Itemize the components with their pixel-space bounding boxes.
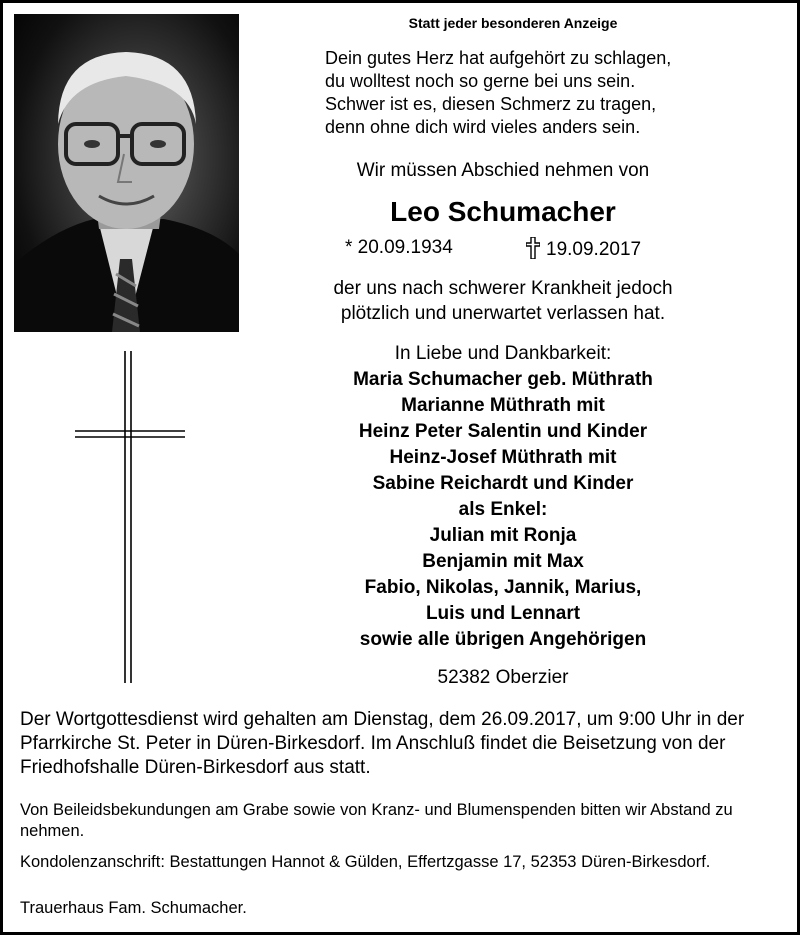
deceased-name: Leo Schumacher [390, 196, 616, 227]
birth-date: * 20.09.1934 [345, 237, 453, 258]
header-text: Statt jeder besonderen Anzeige [408, 15, 618, 31]
mourner-line: Julian mit Ronja [429, 525, 577, 546]
mourner-line: als Enkel: [458, 499, 548, 520]
mourners-list [268, 341, 738, 653]
mourner-line: Luis und Lennart [425, 603, 581, 624]
service-info: Der Wortgottesdienst wird gehalten am Dienstag, dem 26.09.2017, um 9:00 Uhr in der Pfarrkirche St. Peter in Düren-Birkesdorf. Im Anschluß findet die Beisetzung von der Friedhofshalle Düren-Birkesdorf aus statt. [20, 709, 745, 778]
condolence-address: Kondolenzanschrift: Bestattungen Hannot & Gülden, Effertzgasse 17, 52353 Düren-Birkesdorf. [20, 853, 711, 871]
mourner-line: Heinz-Josef Müthrath mit [389, 447, 617, 468]
description-line: der uns nach schwerer Krankheit jedoch [333, 278, 673, 299]
city: 52382 Oberzier [437, 667, 569, 688]
cross-icon [75, 351, 185, 683]
mourner-line: Heinz Peter Salentin und Kinder [358, 421, 648, 442]
portrait-photo [14, 14, 239, 332]
portrait-illustration [14, 14, 239, 332]
poem-line: du wolltest noch so gerne bei uns sein. [325, 71, 636, 91]
poem-line: Dein gutes Herz hat aufgehört zu schlagen, [325, 48, 672, 68]
poem [325, 47, 765, 139]
death-date-group [526, 237, 641, 261]
mourner-line: Marianne Müthrath mit [401, 395, 605, 416]
mourning-house: Trauerhaus Fam. Schumacher. [20, 899, 247, 917]
death-cross-icon [526, 237, 540, 259]
mourner-line: Maria Schumacher geb. Müthrath [353, 369, 653, 390]
mourner-line: sowie alle übrigen Angehörigen [359, 629, 647, 650]
description-line: plötzlich und unerwartet verlassen hat. [340, 303, 666, 324]
mourner-line: Sabine Reichardt und Kinder [372, 473, 634, 494]
death-date: 19.09.2017 [546, 239, 642, 260]
condolence-note: Von Beileidsbekundungen am Grabe sowie von Kranz- und Blumenspenden bitten wir Abstand zu nehmen. [20, 801, 733, 840]
mourner-line: Benjamin mit Max [422, 551, 584, 572]
mourners-intro: In Liebe und Dankbarkeit: [394, 343, 612, 364]
poem-line: denn ohne dich wird vieles anders sein. [325, 117, 641, 137]
death-description [268, 276, 738, 326]
mourner-line: Fabio, Nikolas, Jannik, Marius, [364, 577, 642, 598]
farewell-intro: Wir müssen Abschied nehmen von [356, 160, 650, 181]
poem-line: Schwer ist es, diesen Schmerz zu tragen, [325, 94, 657, 114]
